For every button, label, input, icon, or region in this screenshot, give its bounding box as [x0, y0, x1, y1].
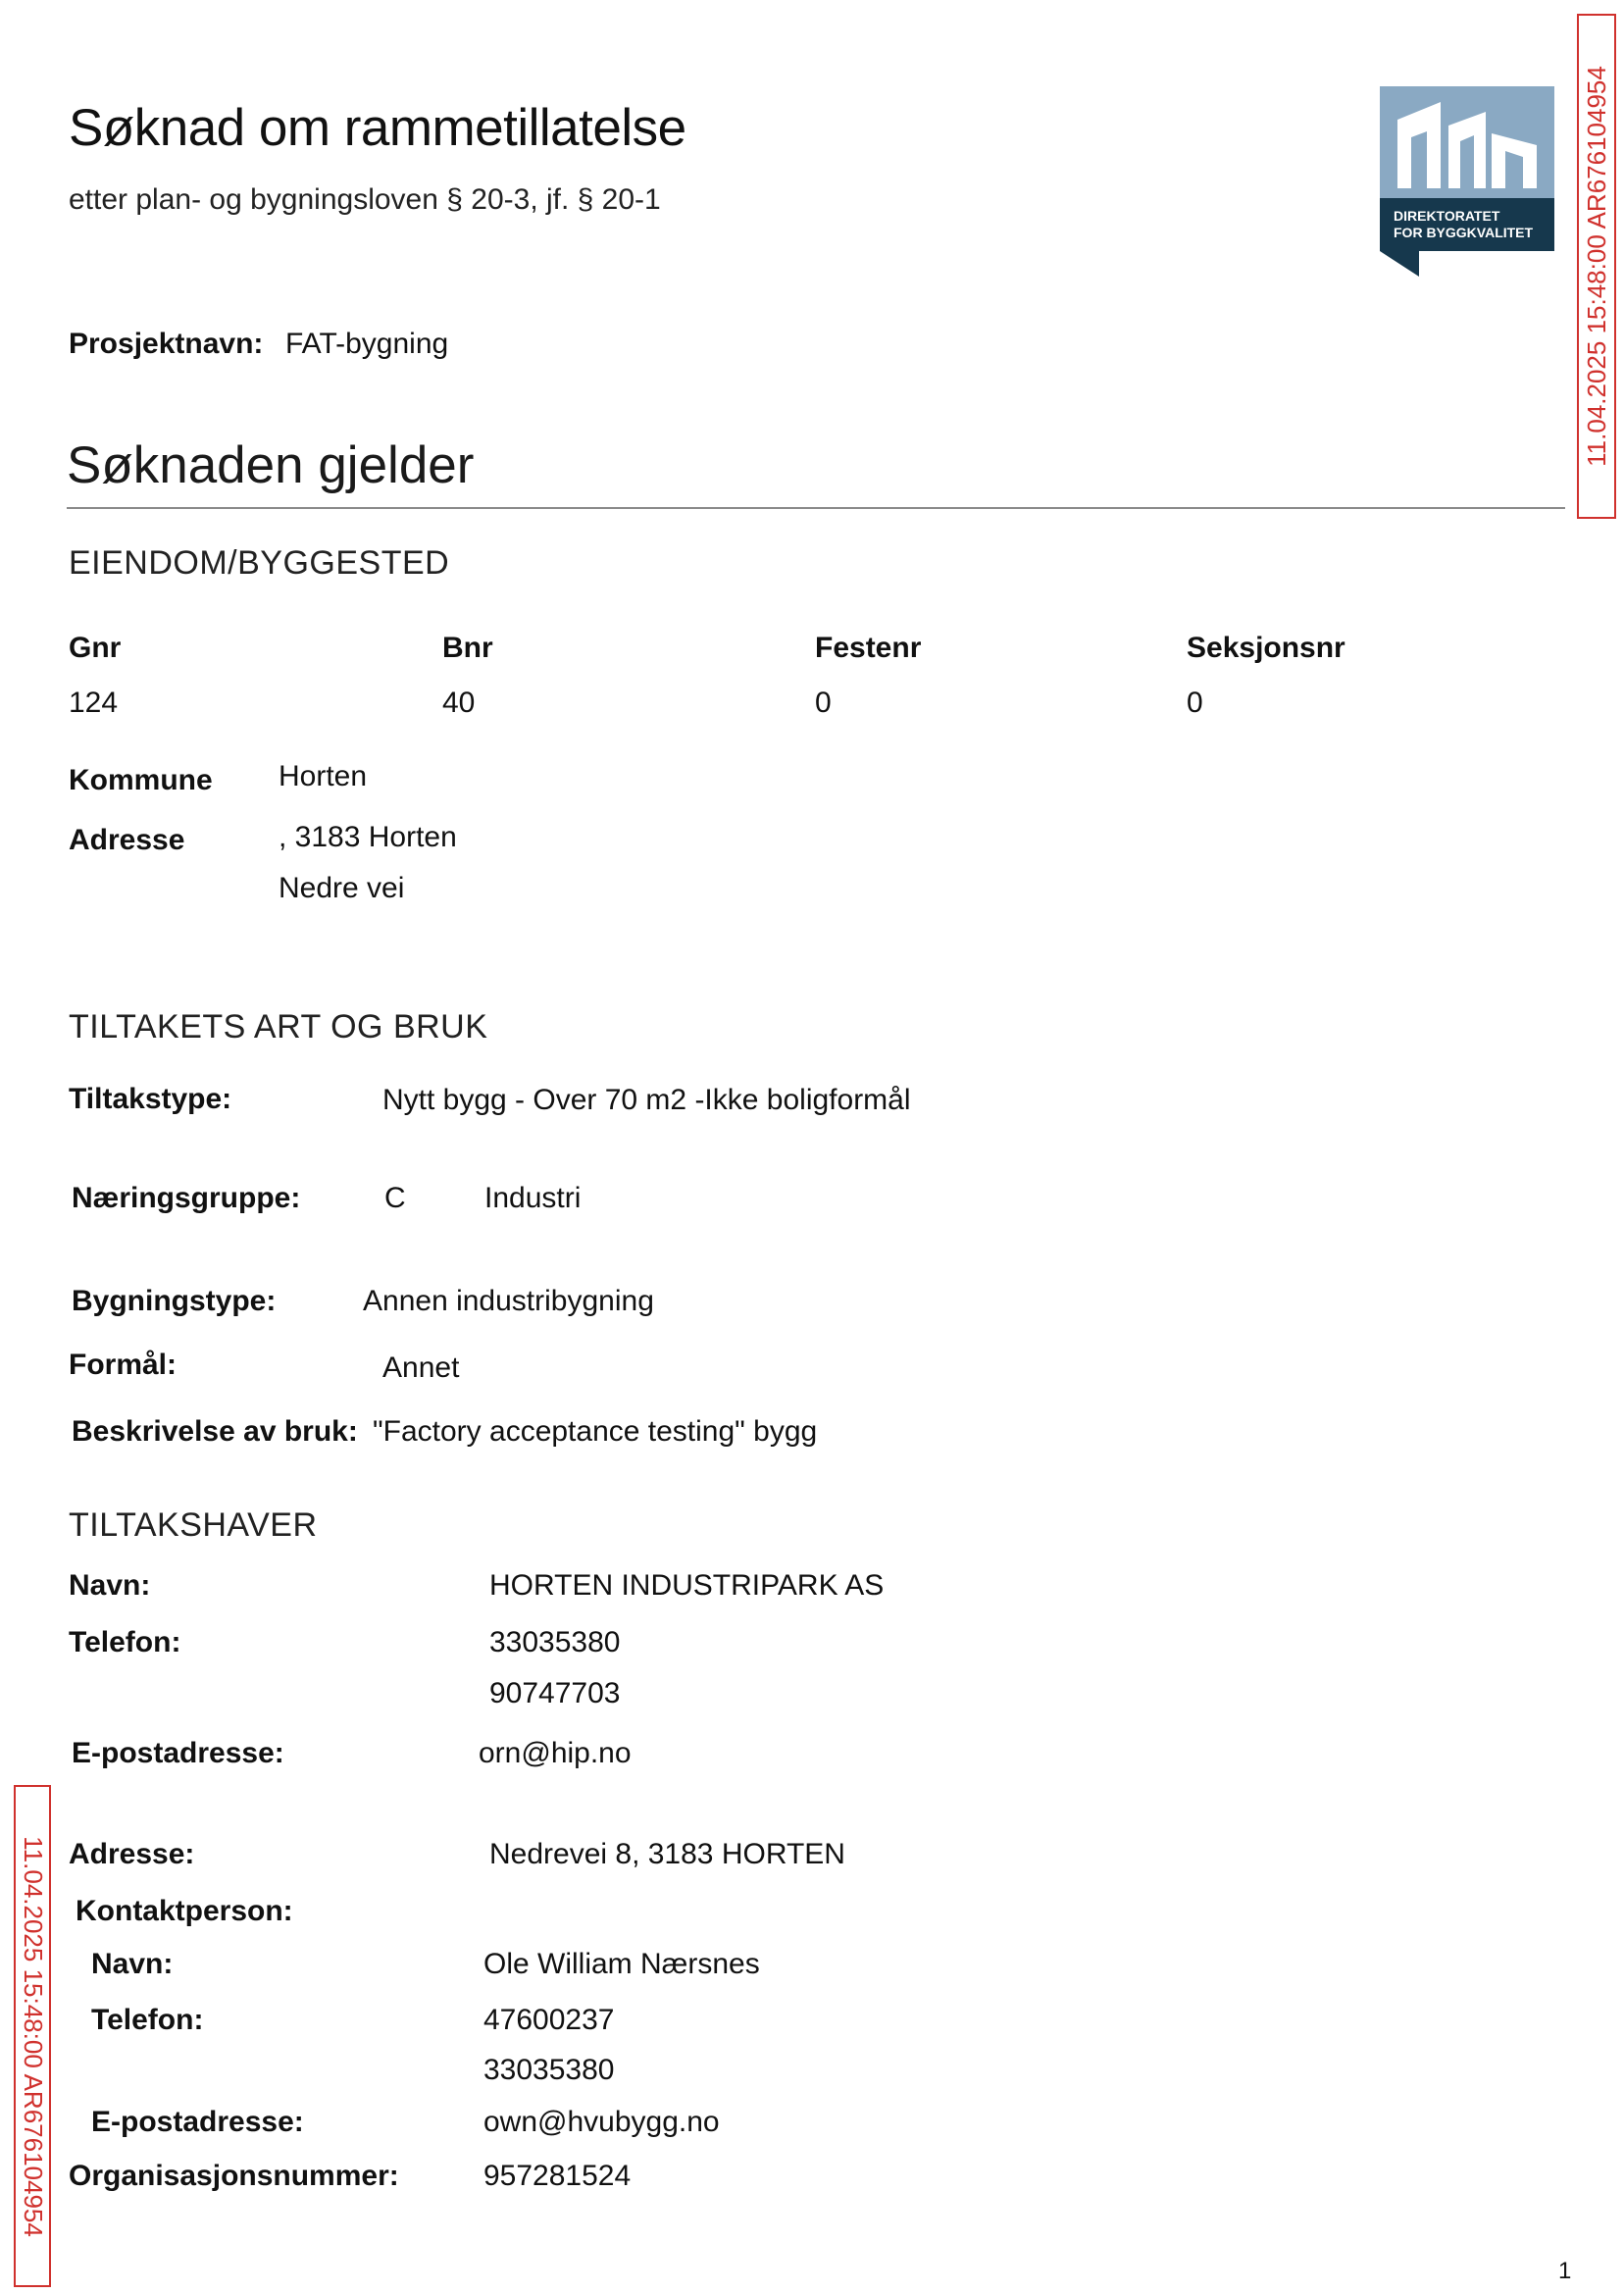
tiltakshaver-navn-value: HORTEN INDUSTRIPARK AS [489, 1569, 885, 1602]
beskrivelse-label: Beskrivelse av bruk: [72, 1415, 358, 1448]
naeringsgruppe-code: C [384, 1182, 406, 1214]
seksjonsnr-value: 0 [1187, 687, 1203, 719]
gnr-value: 124 [69, 687, 119, 719]
formal-value: Annet [382, 1351, 460, 1384]
tiltakshaver-adresse-value: Nedrevei 8, 3183 HORTEN [489, 1838, 845, 1870]
section-divider [67, 507, 1565, 509]
timestamp-stamp-top [1577, 14, 1616, 519]
section-title: Søknaden gjelder [67, 436, 475, 494]
dibk-logo-icon [1380, 86, 1554, 277]
bygningstype-value: Annen industribygning [363, 1285, 654, 1317]
tiltakshaver-heading: TILTAKSHAVER [69, 1506, 318, 1544]
tiltak-heading: TILTAKETS ART OG BRUK [69, 1008, 488, 1045]
kontakt-epost-value: own@hvubygg.no [483, 2106, 720, 2138]
kontakt-epost-label: E-postadresse: [91, 2106, 304, 2138]
kontakt-telefon-2: 33035380 [483, 2054, 615, 2086]
tiltakshaver-epost-label: E-postadresse: [72, 1737, 284, 1769]
naeringsgruppe-value: Industri [484, 1182, 582, 1214]
organisasjonsnummer-label: Organisasjonsnummer: [69, 2160, 399, 2192]
beskrivelse-value: "Factory acceptance testing" bygg [373, 1415, 818, 1448]
project-value: FAT-bygning [285, 328, 449, 360]
organisasjonsnummer-value: 957281524 [483, 2160, 632, 2192]
dibk-logo [1380, 86, 1554, 277]
formal-label: Formål: [69, 1349, 178, 1381]
page-number: 1 [1558, 2258, 1572, 2284]
kontakt-navn-value: Ole William Nærsnes [483, 1948, 760, 1980]
tiltakstype-value: Nytt bygg - Over 70 m2 -Ikke boligformål [382, 1084, 911, 1116]
kommune-value: Horten [279, 760, 368, 792]
adresse-line1: , 3183 Horten [279, 821, 457, 853]
kontakt-telefon-label: Telefon: [91, 2004, 204, 2036]
kommune-label: Kommune [69, 764, 213, 796]
logo-text-line1: DIREKTORATET [1394, 208, 1500, 224]
kontaktperson-label: Kontaktperson: [76, 1895, 293, 1927]
tiltakshaver-epost-value: orn@hip.no [479, 1737, 632, 1769]
seksjonsnr-label: Seksjonsnr [1187, 632, 1345, 664]
adresse-label: Adresse [69, 824, 185, 856]
kontakt-telefon-1: 47600237 [483, 2004, 615, 2036]
eiendom-heading: EIENDOM/BYGGESTED [69, 544, 450, 582]
tiltakshaver-navn-label: Navn: [69, 1569, 151, 1602]
festenr-value: 0 [815, 687, 832, 719]
tiltakstype-label: Tiltakstype: [69, 1083, 232, 1115]
timestamp-stamp-bottom [14, 1785, 51, 2287]
bnr-value: 40 [442, 687, 476, 719]
naeringsgruppe-label: Næringsgruppe: [72, 1182, 301, 1214]
logo-text-line2: FOR BYGGKVALITET [1394, 225, 1534, 240]
bnr-label: Bnr [442, 632, 493, 664]
kontakt-navn-label: Navn: [91, 1948, 174, 1980]
project-label: Prosjektnavn: [69, 328, 264, 360]
tiltakshaver-adresse-label: Adresse: [69, 1838, 195, 1870]
tiltakshaver-telefon-2: 90747703 [489, 1677, 621, 1709]
timestamp-stamp-text: 11.04.2025 15:48:00 AR676104954 [18, 1835, 48, 2237]
gnr-label: Gnr [69, 632, 122, 664]
document-subtitle: etter plan- og bygningsloven § 20-3, jf. § 20-1 [69, 183, 661, 216]
adresse-line2: Nedre vei [279, 872, 405, 904]
timestamp-stamp-text: 11.04.2025 15:48:00 AR676104954 [1581, 66, 1611, 467]
bygningstype-label: Bygningstype: [72, 1285, 277, 1317]
document-title: Søknad om rammetillatelse [69, 99, 686, 157]
tiltakshaver-telefon-label: Telefon: [69, 1626, 181, 1658]
tiltakshaver-telefon-1: 33035380 [489, 1626, 621, 1658]
festenr-label: Festenr [815, 632, 922, 664]
